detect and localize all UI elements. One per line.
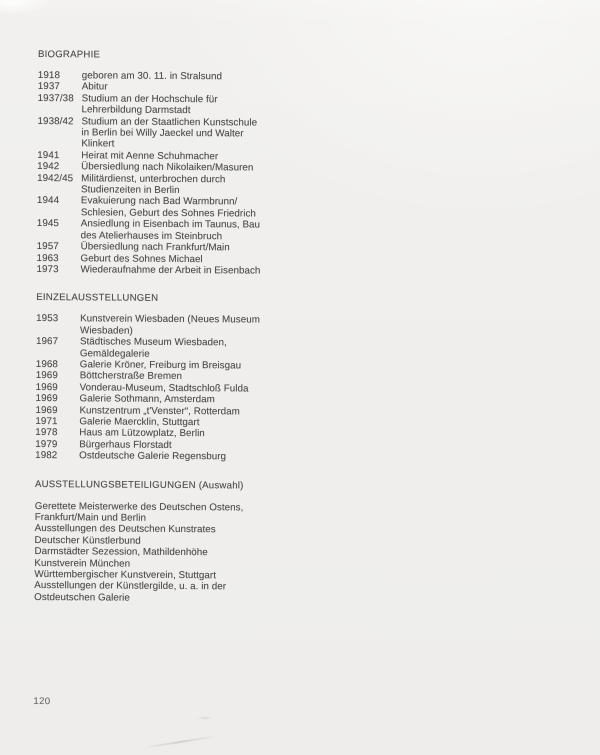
entry-line: Übersiedlung nach Frankfurt/Main bbox=[80, 241, 230, 254]
entry-year: 1971 bbox=[35, 415, 58, 428]
entry-line: Heirat mit Aenne Schuhmacher bbox=[81, 150, 219, 163]
entry-year: 1969 bbox=[35, 370, 58, 382]
entry-line: Städtisches Museum Wiesbaden, bbox=[79, 336, 227, 349]
entry-year: 1941 bbox=[37, 149, 60, 161]
entry-year: 1942 bbox=[37, 161, 60, 173]
entry-line: Haus am Lützowplatz, Berlin bbox=[79, 427, 205, 440]
entry-line: Galerie Maercklin, Stuttgart bbox=[79, 416, 200, 429]
entry-line: Lehrerbildung Darmstadt bbox=[81, 104, 191, 117]
entry-year: 1982 bbox=[35, 450, 58, 462]
sections bbox=[34, 49, 368, 606]
participation-line: Ausstellungen des Deutschen Kunstrates bbox=[34, 523, 216, 536]
entry-list bbox=[35, 313, 366, 464]
timeline-entry bbox=[38, 93, 368, 118]
timeline-entry bbox=[37, 116, 367, 153]
entry-year: 1953 bbox=[36, 313, 59, 325]
entry-year: 1944 bbox=[36, 195, 60, 207]
entry-year: 1969 bbox=[35, 404, 58, 416]
entry-description bbox=[80, 314, 366, 339]
entry-year: 1969 bbox=[35, 393, 58, 405]
entry-line: Kunstzentrum „t'Venster“, Rotterdam bbox=[79, 404, 240, 417]
entry-line: Evakuierung nach Bad Warmbrunn/ bbox=[80, 195, 238, 208]
scan-smudge bbox=[196, 716, 214, 720]
entry-line: Schlesien, Geburt des Sohnes Friedrich bbox=[80, 207, 256, 220]
page-number: 120 bbox=[33, 695, 51, 708]
section-einzelausstellungen bbox=[35, 292, 366, 464]
entry-list bbox=[36, 70, 367, 278]
timeline-entry bbox=[36, 313, 366, 338]
entry-year: 1942/45 bbox=[37, 172, 74, 184]
entry-description bbox=[79, 450, 365, 463]
section-ausstellungsbeteiligungen bbox=[34, 479, 365, 606]
participation-line: Württembergischer Kunstverein, Stuttgart bbox=[34, 569, 217, 582]
entry-year: 1938/42 bbox=[37, 115, 74, 127]
entry-year: 1937 bbox=[37, 81, 60, 93]
section-heading: EINZELAUSSTELLUNGEN bbox=[36, 292, 159, 305]
entry-description bbox=[81, 173, 367, 198]
entry-year: 1957 bbox=[36, 241, 59, 253]
entry-year: 1967 bbox=[35, 336, 59, 348]
entry-year: 1918 bbox=[37, 69, 61, 82]
section-heading: AUSSTELLUNGSBETEILIGUNGEN (Auswahl) bbox=[34, 478, 244, 492]
entry-line: Kunstverein Wiesbaden (Neues Museum bbox=[80, 313, 260, 326]
entry-year: 1973 bbox=[36, 263, 59, 276]
entry-line: Wiesbaden) bbox=[79, 325, 133, 337]
entry-line: des Atelierhauses im Steinbruch bbox=[80, 229, 223, 242]
entry-line: Galerie Kröner, Freiburg im Breisgau bbox=[79, 359, 242, 372]
entry-year: 1979 bbox=[35, 438, 58, 450]
entry-line: Ansiedlung in Eisenbach im Taunus, Bau bbox=[80, 218, 261, 231]
entry-year: 1969 bbox=[35, 381, 58, 393]
entry-line: Bürgerhaus Florstadt bbox=[79, 439, 172, 451]
entry-description bbox=[81, 196, 367, 221]
section-biographie bbox=[36, 49, 368, 278]
scan-smudge bbox=[140, 735, 219, 749]
entry-line: Gemäldegalerie bbox=[79, 347, 150, 360]
entry-year: 1945 bbox=[36, 218, 60, 230]
participation-line: Frankfurt/Main und Berlin bbox=[34, 511, 147, 524]
section-heading: BIOGRAPHIE bbox=[37, 49, 101, 61]
participation-line: Ostdeutschen Galerie bbox=[34, 591, 130, 604]
entry-description bbox=[81, 219, 367, 244]
entry-description bbox=[81, 116, 367, 152]
entry-year: 1978 bbox=[35, 427, 58, 439]
entry-line: Böttcherstraße Bremen bbox=[79, 370, 183, 383]
entry-year: 1963 bbox=[36, 252, 59, 264]
timeline-entry bbox=[35, 450, 365, 464]
timeline-entry bbox=[37, 195, 367, 220]
entry-line: in Berlin bei Willy Jaeckel und Walter bbox=[81, 127, 244, 140]
entry-year: 1937/38 bbox=[37, 92, 74, 105]
timeline-entry bbox=[36, 336, 366, 361]
participation-line: Ausstellungen der Künstlergilde, u. a. in der bbox=[34, 580, 227, 593]
timeline-entry bbox=[36, 264, 366, 278]
participation-line: Gerettete Meisterwerke des Deutschen Ostens, bbox=[34, 500, 244, 514]
entry-description bbox=[80, 264, 366, 277]
participation-line: Darmstädter Sezession, Mathildenhöhe bbox=[34, 546, 208, 559]
timeline-entry bbox=[37, 218, 367, 243]
timeline-entry bbox=[37, 173, 367, 198]
entry-line: Geburt des Sohnes Michael bbox=[80, 252, 203, 265]
entry-line: Wiederaufnahme der Arbeit in Eisenbach bbox=[80, 264, 261, 277]
entry-line: geboren am 30. 11. in Stralsund bbox=[81, 70, 223, 83]
participation-line: Kunstverein München bbox=[34, 557, 131, 570]
entry-year: 1968 bbox=[35, 358, 59, 371]
participation-line: Deutscher Künstlerbund bbox=[34, 534, 141, 547]
entry-line: Vonderau-Museum, Stadtschloß Fulda bbox=[79, 382, 249, 395]
entry-line: Übersiedlung nach Nikolaiken/Masuren bbox=[81, 161, 254, 174]
entry-line: Abitur bbox=[81, 81, 108, 93]
entry-line: Studienzeiten in Berlin bbox=[80, 184, 180, 197]
entry-line: Klinkert bbox=[81, 138, 115, 150]
entry-description bbox=[82, 93, 368, 118]
entry-line: Galerie Sothmann, Amsterdam bbox=[79, 393, 215, 406]
participation-list bbox=[34, 501, 365, 606]
entry-description bbox=[80, 336, 366, 361]
page-content bbox=[33, 49, 368, 708]
entry-line: Studium an der Hochschule für bbox=[81, 93, 218, 106]
entry-line: Studium an der Staatlichen Kunstschule bbox=[81, 115, 258, 129]
entry-line: Ostdeutsche Galerie Regensburg bbox=[79, 450, 227, 463]
entry-line: Militärdienst, unterbrochen durch bbox=[81, 172, 226, 185]
